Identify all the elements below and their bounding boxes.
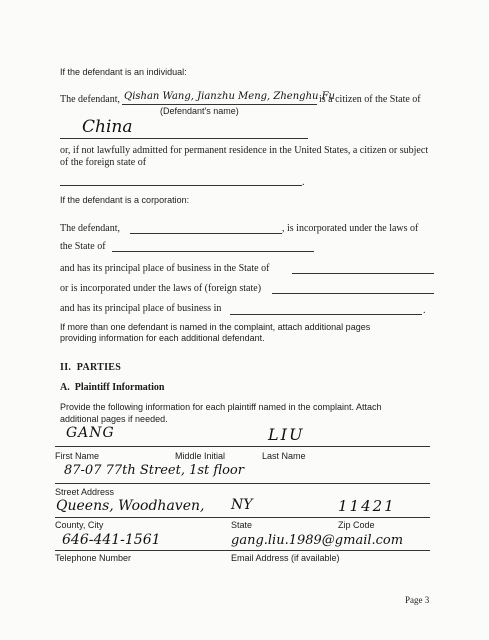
email-value[interactable]: gang.liu.1989@gmail.com [231, 533, 404, 548]
principal-place-line[interactable] [230, 314, 422, 315]
foreign-state-line [60, 185, 302, 186]
first-name-label: First Name [55, 451, 100, 461]
state-of-label: the State of [60, 241, 106, 252]
last-name-label: Last Name [262, 451, 306, 461]
name-line [55, 446, 430, 447]
foreign-state-text: or, if not lawfully admitted for permanent residence in the United States, a citizen or subject of the foreign state of [60, 145, 429, 168]
street-line [55, 483, 430, 484]
zip-value[interactable]: 11421 [338, 497, 396, 515]
county-city-label: County, City [55, 520, 104, 530]
defendant-name-line [122, 104, 317, 105]
corporation-heading: If the defendant is a corporation: [60, 195, 190, 205]
phone-label: Telephone Number [55, 553, 132, 563]
street-label: Street Address [55, 487, 115, 497]
phone-value[interactable]: 646-441-1561 [62, 532, 161, 548]
zip-label: Zip Code [338, 520, 375, 530]
phone-line [55, 550, 430, 551]
city-line [55, 517, 430, 518]
defendant-prefix: The defendant, [60, 94, 120, 105]
period: . [302, 177, 305, 188]
principal-place-state-label: and has its principal place of business in the State of [60, 263, 270, 274]
principal-place-state-line[interactable] [292, 273, 434, 274]
parties-heading: II. PARTIES [60, 362, 122, 373]
individual-heading: If the defendant is an individual: [60, 67, 187, 77]
principal-place-label: and has its principal place of business in [60, 303, 222, 314]
period-2: . [423, 305, 426, 316]
street-value[interactable]: 87-07 77th Street, 1st floor [64, 463, 244, 478]
first-name-value[interactable]: GANG [66, 425, 115, 441]
email-label: Email Address (if available) [231, 553, 340, 563]
state-line [60, 138, 308, 139]
state-value-plaintiff[interactable]: NY [231, 497, 253, 513]
state-of-line[interactable] [112, 251, 314, 252]
last-name-value[interactable]: LIU [268, 425, 305, 444]
foreign-state-corp-line[interactable] [272, 293, 434, 294]
state-label: State [231, 520, 253, 530]
corp-defendant-line[interactable] [130, 233, 282, 234]
plaintiff-info-heading: A. Plaintiff Information [60, 382, 165, 393]
corp-defendant-prefix: The defendant, [60, 223, 120, 234]
state-value[interactable]: China [82, 117, 133, 137]
incorporated-text: , is incorporated under the laws of [282, 223, 419, 234]
plaintiff-instructions: Provide the following information for each plaintiff named in the complaint. Attach additional pages if needed. [60, 402, 382, 424]
foreign-state-label: or is incorporated under the laws of (foreign state) [60, 283, 262, 294]
page-number: Page 3 [405, 595, 430, 605]
city-value[interactable]: Queens, Woodhaven, [56, 498, 205, 514]
defendant-suffix: is a citizen of the State of [319, 94, 421, 105]
middle-initial-label: Middle Initial [175, 451, 226, 461]
defendant-name-label: (Defendant's name) [160, 106, 239, 116]
multiple-defendants-note: If more than one defendant is named in the complaint, attach additional pages providing information for each additional defendant. [60, 322, 371, 343]
defendant-names-value[interactable]: Qishan Wang, Jianzhu Meng, Zhenghu Fu [124, 91, 336, 102]
